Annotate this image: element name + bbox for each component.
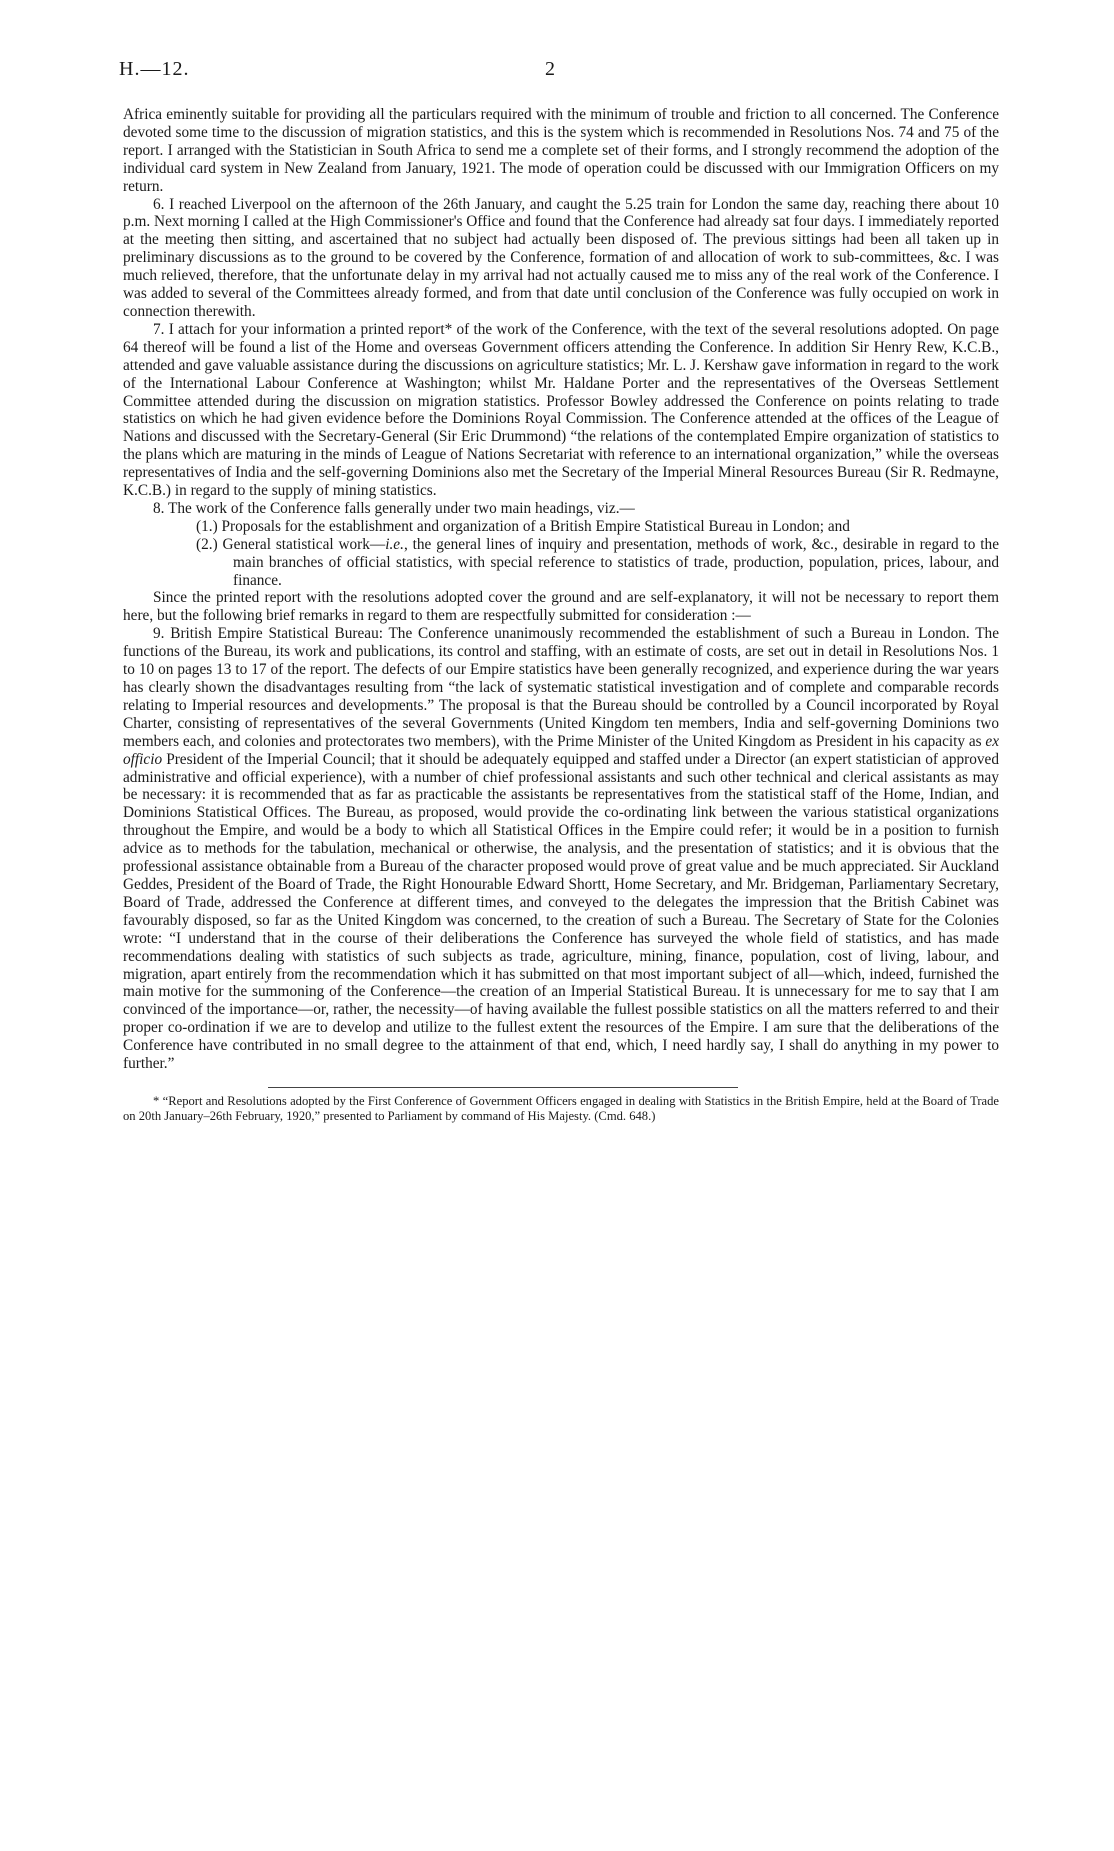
- page-number: 2: [545, 58, 555, 80]
- paragraph-continued: Africa eminently suitable for providing all the particulars required with the minimum of trouble and friction to all concerned. The Conference devoted some time to the discussion of migration statistics, and this is the system which is recommended in Resolutions Nos. 74 and 75 of the report. I arranged with the Statistician in South Africa to send me a complete set of their forms, and I strongly recommend the adoption of the individual card system in New Zealand from January, 1921. The mode of operation could be discussed with our Immigration Officers on my return.: [123, 106, 999, 195]
- footnote-text: * “Report and Resolutions adopted by the First Conference of Government Officers engaged in dealing with Statistics in the British Empire, held at the Board of Trade on 20th January–26th February, 1920,” presented to Parliament by command of His Majesty. (Cmd. 648.): [123, 1093, 999, 1123]
- document-body: [123, 106, 999, 1073]
- document-reference: H.—12.: [119, 58, 190, 80]
- list-item-2: [196, 536, 999, 590]
- paragraph-9-text-b: President of the Imperial Council; that it should be adequately equipped and staffed under a Director (an expert statistician of approved administrative and official experience), with a number of chief professional assistants and such other technical and clerical assistants as may be necessary: it is recommended that as far as practicable the assistants be representatives from the statistical staff of the Home, Indian, and Dominions Statistical Offices. The Bureau, as proposed, would provide the co-ordinating link between the various statistical organizations throughout the Empire, and would be a body to which all Statistical Offices in the Empire could refer; it would be in a position to furnish advice as to methods for the tabulation, mechanical or otherwise, the analysis, and the presentation of statistics; and it is obvious that the professional assistance obtainable from a Bureau of the character proposed would prove of great value and be much appreciated. Sir Auckland Geddes, President of the Board of Trade, the Right Honourable Edward Shortt, Home Secretary, and Mr. Bridgeman, Parliamentary Secretary, Board of Trade, addressed the Conference at different times, and conveyed to the delegates the impression that the British Cabinet was favourably disposed, so far as the United Kingdom was concerned, to the creation of such a Bureau. The Secretary of State for the Colonies wrote: “I understand that in the course of their deliberations the Conference has surveyed the whole field of statistics, and has made recommendations dealing with statistics of such subjects as trade, agriculture, mining, finance, population, cost of living, labour, and migration, apart entirely from the recommendation which it has submitted on that most important subject of all—which, indeed, furnished the main motive for the summoning of the Conference—the creation of an Imperial Statistical Bureau. It is unnecessary for me to say that I am convinced of the importance—or, rather, the necessity—of having available the fullest possible statistics on all the matters referred to and their proper co-ordination if we are to develop and utilize to the fullest extent the resources of the Empire. I am sure that the deliberations of the Conference have contributed in no small degree to the attainment of that end, which, I need hardly say, I shall do anything in my power to further.”: [123, 750, 999, 1073]
- page-header: [119, 58, 999, 98]
- paragraph-since: Since the printed report with the resolutions adopted cover the ground and are self-explanatory, it will not be necessary to report them here, but the following brief remarks in regard to them are respectfully submitted for consideration :—: [123, 589, 999, 625]
- footnote: [123, 1094, 999, 1124]
- list-item-2-text-a: (2.) General statistical work—: [196, 535, 386, 553]
- paragraph-6: 6. I reached Liverpool on the afternoon of the 26th January, and caught the 5.25 train for London the same day, reaching there about 10 p.m. Next morning I called at the High Commissioner's Office and found that the Conference had already sat four days. I immediately reported at the meeting then sitting, and ascertained that no subject had actually been disposed of. The previous sittings had been all taken up in preliminary discussions as to the ground to be covered by the Conference, formation of and allocation of work to sub-committees, &c. I was much relieved, therefore, that the unfortunate delay in my arrival had not actually caused me to miss any of the real work of the Conference. I was added to several of the Committees already formed, and from that date until conclusion of the Conference was fully occupied on work in connection therewith.: [123, 195, 999, 320]
- list-item-1: (1.) Proposals for the establishment and organization of a British Empire Statistical Bureau in London; and: [196, 517, 850, 535]
- paragraph-9: [123, 625, 999, 1073]
- list-item-2-text-b: , the general lines of inquiry and presentation, methods of work, &c., desirable in regard to the main branches of official statistics, with special reference to statistics of trade, production, population, prices, labour, and finance.: [233, 535, 999, 589]
- paragraph-9-italic: ex officio: [123, 732, 999, 768]
- list-item-2-italic: i.e.: [385, 535, 404, 553]
- footnote-divider: [268, 1087, 738, 1088]
- paragraph-8: 8. The work of the Conference falls generally under two main headings, viz.—: [153, 499, 635, 517]
- paragraph-9-text-a: 9. British Empire Statistical Bureau: The Conference unanimously recommended the establishment of such a Bureau in London. The functions of the Bureau, its work and publications, its control and staffing, with an estimate of costs, are set out in detail in Resolutions Nos. 1 to 10 on pages 13 to 17 of the report. The defects of our Empire statistics have been generally recognized, and experience during the war years has clearly shown the disadvantages resulting from “the lack of systematic statistical investigation and of complete and comparable records relating to Imperial resources and developments.” The proposal is that the Bureau should be controlled by a Council incorporated by Royal Charter, consisting of representatives of the several Governments (United Kingdom ten members, India and self-governing Dominions two members each, and colonies and protectorates two members), with the Prime Minister of the United Kingdom as President in his capacity as: [123, 625, 999, 750]
- paragraph-7: 7. I attach for your information a printed report* of the work of the Conference, with the text of the several resolutions adopted. On page 64 thereof will be found a list of the Home and overseas Government officers attending the Conference. In addition Sir Henry Rew, K.C.B., attended and gave valuable assistance during the discussions on agriculture statistics; Mr. L. J. Kershaw gave information in regard to the work of the International Labour Conference at Washington; whilst Mr. Haldane Porter and the representatives of the Overseas Settlement Committee attended during the discussion on migration statistics. Professor Bowley addressed the Conference on points relating to trade statistics on which he had given evidence before the Dominions Royal Commission. The Conference attended at the offices of the League of Nations and discussed with the Secretary-General (Sir Eric Drummond) “the relations of the contemplated Empire organization of statistics to the plans which are maturing in the minds of League of Nations Secretariat with reference to an international organization,” while the overseas representatives of India and the self-governing Dominions also met the Secretary of the Imperial Mineral Resources Bureau (Sir R. Redmayne, K.C.B.) in regard to the supply of mining statistics.: [123, 320, 999, 500]
